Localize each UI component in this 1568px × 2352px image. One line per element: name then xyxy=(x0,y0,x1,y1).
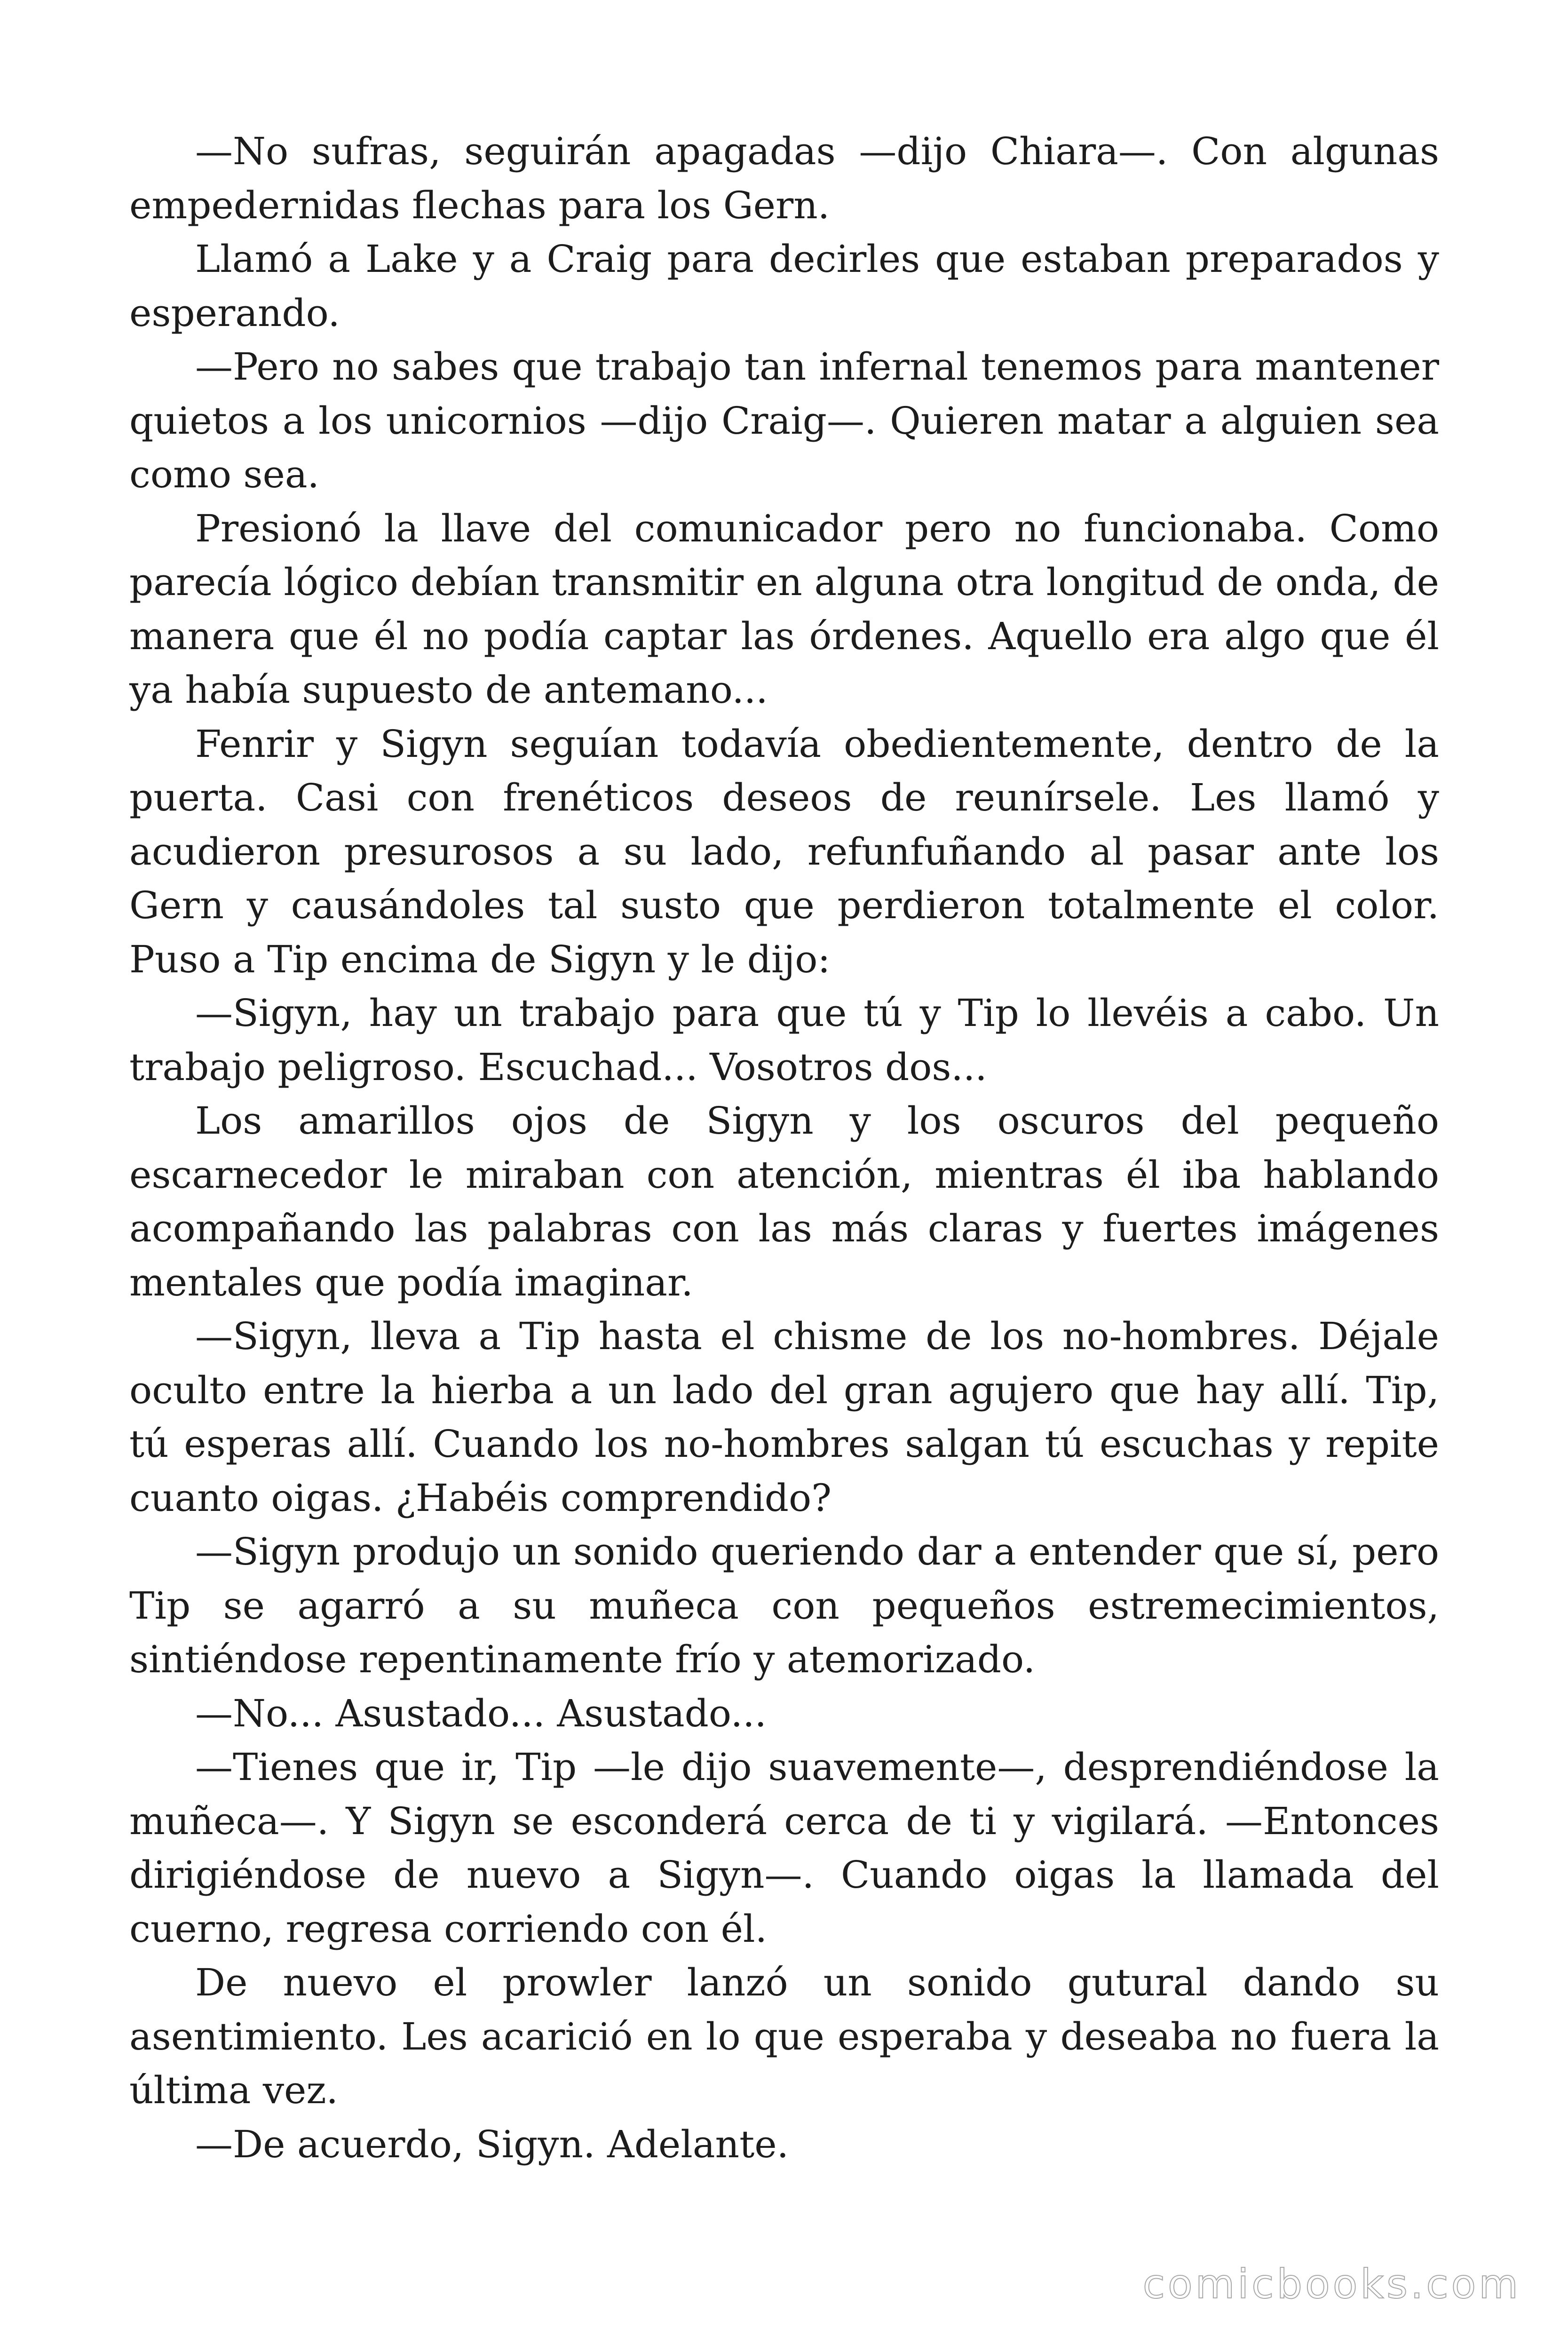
paragraph: —Sigyn, hay un trabajo para que tú y Tip lo llevéis a cabo. Un trabajo peligroso. Escuchad... Vosotros dos... xyxy=(129,991,1439,1089)
paragraph: Presionó la llave del comunicador pero no funcionaba. Como parecía lógico debían transmitir en alguna otra longitud de onda, de manera que él no podía captar las órdenes. Aquello era algo que él ya había supuesto de antemano... xyxy=(129,506,1439,712)
paragraph: De nuevo el prowler lanzó un sonido gutural dando su asentimiento. Les acarició en lo que esperaba y deseaba no fuera la última vez. xyxy=(129,1961,1439,2112)
paragraph: —No sufras, seguirán apagadas —dijo Chiara—. Con algunas empedernidas flechas para los Gern. xyxy=(129,129,1439,227)
paragraph: —Pero no sabes que trabajo tan infernal tenemos para mantener quietos a los unicornios —dijo Craig—. Quieren matar a alguien sea como sea. xyxy=(129,345,1439,496)
watermark: comicbooks.com xyxy=(1142,2261,1521,2308)
paragraph: —No... Asustado... Asustado... xyxy=(195,1691,767,1735)
paragraph: Los amarillos ojos de Sigyn y los oscuros del pequeño escarnecedor le miraban con atención, mientras él iba hablando acompañando las palabras con las más claras y fuertes imágenes mentales que podía imaginar. xyxy=(129,1099,1439,1304)
paragraph: —De acuerdo, Sigyn. Adelante. xyxy=(195,2122,789,2166)
paragraph: Llamó a Lake y a Craig para decirles que estaban preparados y esperando. xyxy=(129,237,1439,335)
page-body-text xyxy=(129,125,1439,2171)
paragraph: —Sigyn produjo un sonido queriendo dar a entender que sí, pero Tip se agarró a su muñeca con pequeños estremecimientos, sintiéndose repentinamente frío y atemorizado. xyxy=(129,1530,1439,1681)
paragraph: Fenrir y Sigyn seguían todavía obedientemente, dentro de la puerta. Casi con frenéticos deseos de reunírsele. Les llamó y acudieron presurosos a su lado, refunfuñando al pasar ante los Gern y causándoles tal susto que perdieron totalmente el color. Puso a Tip encima de Sigyn y le dijo: xyxy=(129,722,1439,981)
paragraph: —Sigyn, lleva a Tip hasta el chisme de los no-hombres. Déjale oculto entre la hierba a un lado del gran agujero que hay allí. Tip, tú esperas allí. Cuando los no-hombres salgan tú escuchas y repite cuanto oigas. ¿Habéis comprendido? xyxy=(129,1314,1439,1520)
paragraph: —Tienes que ir, Tip —le dijo suavemente—, desprendiéndose la muñeca—. Y Sigyn se esconderá cerca de ti y vigilará. —Entonces dirigiéndose de nuevo a Sigyn—. Cuando oigas la llamada del cuerno, regresa corriendo con él. xyxy=(129,1745,1439,1951)
